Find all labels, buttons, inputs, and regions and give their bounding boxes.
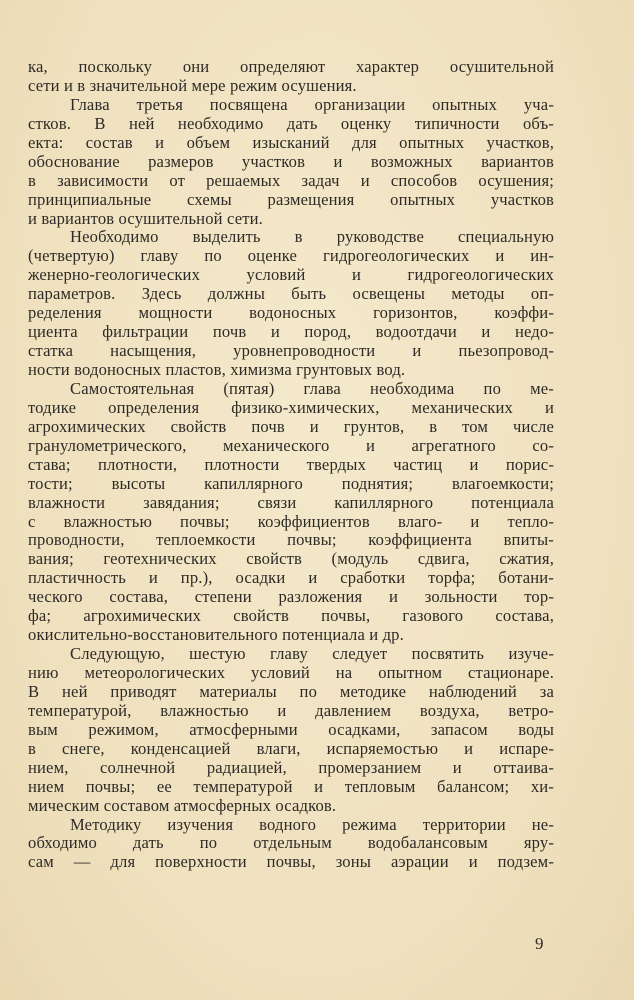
text-line: Методику изучения водного режима территории не- (70, 814, 554, 834)
text-line: циента фильтрации почв и пород, водоотдачи и недо- (28, 322, 554, 342)
text-line: с влажностью почвы; коэффициентов влаго- и тепло- (28, 511, 554, 531)
text-line: Необходимо выделить в руководстве специальную (70, 227, 554, 247)
text-line: параметров. Здесь должны быть освещены методы оп- (28, 284, 554, 304)
text-line: ределения мощности водоносных горизонтов, коэффи- (28, 303, 554, 323)
page-number: 9 (535, 934, 544, 953)
text-line: В ней приводят материалы по методике наблюдений за (28, 681, 554, 701)
text-line: сам — для поверхности почвы, зоны аэрации и подзем- (28, 852, 554, 872)
text-line: вания; геотехнических свойств (модуль сдвига, сжатия, (28, 549, 554, 569)
text-line: нием, солнечной радиацией, промерзанием и оттаива- (28, 757, 554, 777)
text-line: окислительно-восстановительного потенциала и др. (28, 625, 404, 645)
text-line: (четвертую) главу по оценке гидрогеологических и ин- (28, 246, 554, 266)
text-line: тодике определения физико-химических, механических и (28, 397, 554, 417)
text-line: температурой, влажностью и давлением воздуха, ветро- (28, 700, 554, 720)
text-line: принципиальные схемы размещения опытных участков (28, 189, 554, 209)
text-line: влажности завядания; связи капиллярного потенциала (28, 492, 554, 512)
text-line: стков. В ней необходимо дать оценку типичности объ- (28, 113, 554, 133)
text-line: мическим составом атмосферных осадков. (28, 795, 337, 815)
text-line: гранулометрического, механического и агрегатного со- (28, 435, 554, 455)
text-line: ности водоносных пластов, химизма грунтовых вод. (28, 360, 406, 379)
text-line: пластичность и пр.), осадки и сработки торфа; ботани- (28, 568, 554, 588)
text-line: сети и в значительной мере режим осушения. (28, 75, 357, 95)
text-line: фа; агрохимических свойств почвы, газового состава, (28, 606, 554, 626)
text-line: нию метеорологических условий на опытном стационаре. (28, 663, 554, 682)
text-line: обоснование размеров участков и возможных вариантов (28, 151, 554, 171)
text-line: и вариантов осушительной сети. (28, 208, 263, 228)
text-line: женерно-геологических условий и гидрогеологических (28, 265, 554, 285)
text-line: ка, поскольку они определяют характер осушительной (28, 57, 554, 76)
text-line: екта: состав и объем изысканий для опытных участков, (28, 132, 554, 152)
text-line: в зависимости от решаемых задач и способов осушения; (28, 170, 554, 190)
text-line: тости; высоты капиллярного поднятия; влагоемкости; (28, 473, 554, 493)
text-line: Самостоятельная (пятая) глава необходима по ме- (70, 378, 554, 398)
text-line: нием почвы; ее температурой и тепловым балансом; хи- (28, 776, 554, 796)
body-text (28, 58, 554, 872)
text-line: обходимо дать по отдельным водобалансовым яру- (28, 833, 554, 853)
text-line: става; плотности, плотности твердых частиц и порис- (28, 454, 554, 474)
text-line: в снеге, конденсацией влаги, испаряемостью и испаре- (28, 738, 554, 758)
text-line: Следующую, шестую главу следует посвятить изуче- (70, 644, 554, 664)
text-line: Глава третья посвящена организации опытных уча- (70, 94, 554, 114)
text-line: агрохимических свойств почв и грунтов, в том числе (28, 416, 554, 436)
text-line: ческого состава, степени разложения и зольности тор- (28, 587, 554, 607)
text-line: вым режимом, атмосферными осадками, запасом воды (28, 719, 554, 739)
text-line: статка насыщения, уровнепроводности и пьезопровод- (28, 341, 554, 361)
text-line: проводности, теплоемкости почвы; коэффициента впиты- (28, 530, 554, 550)
